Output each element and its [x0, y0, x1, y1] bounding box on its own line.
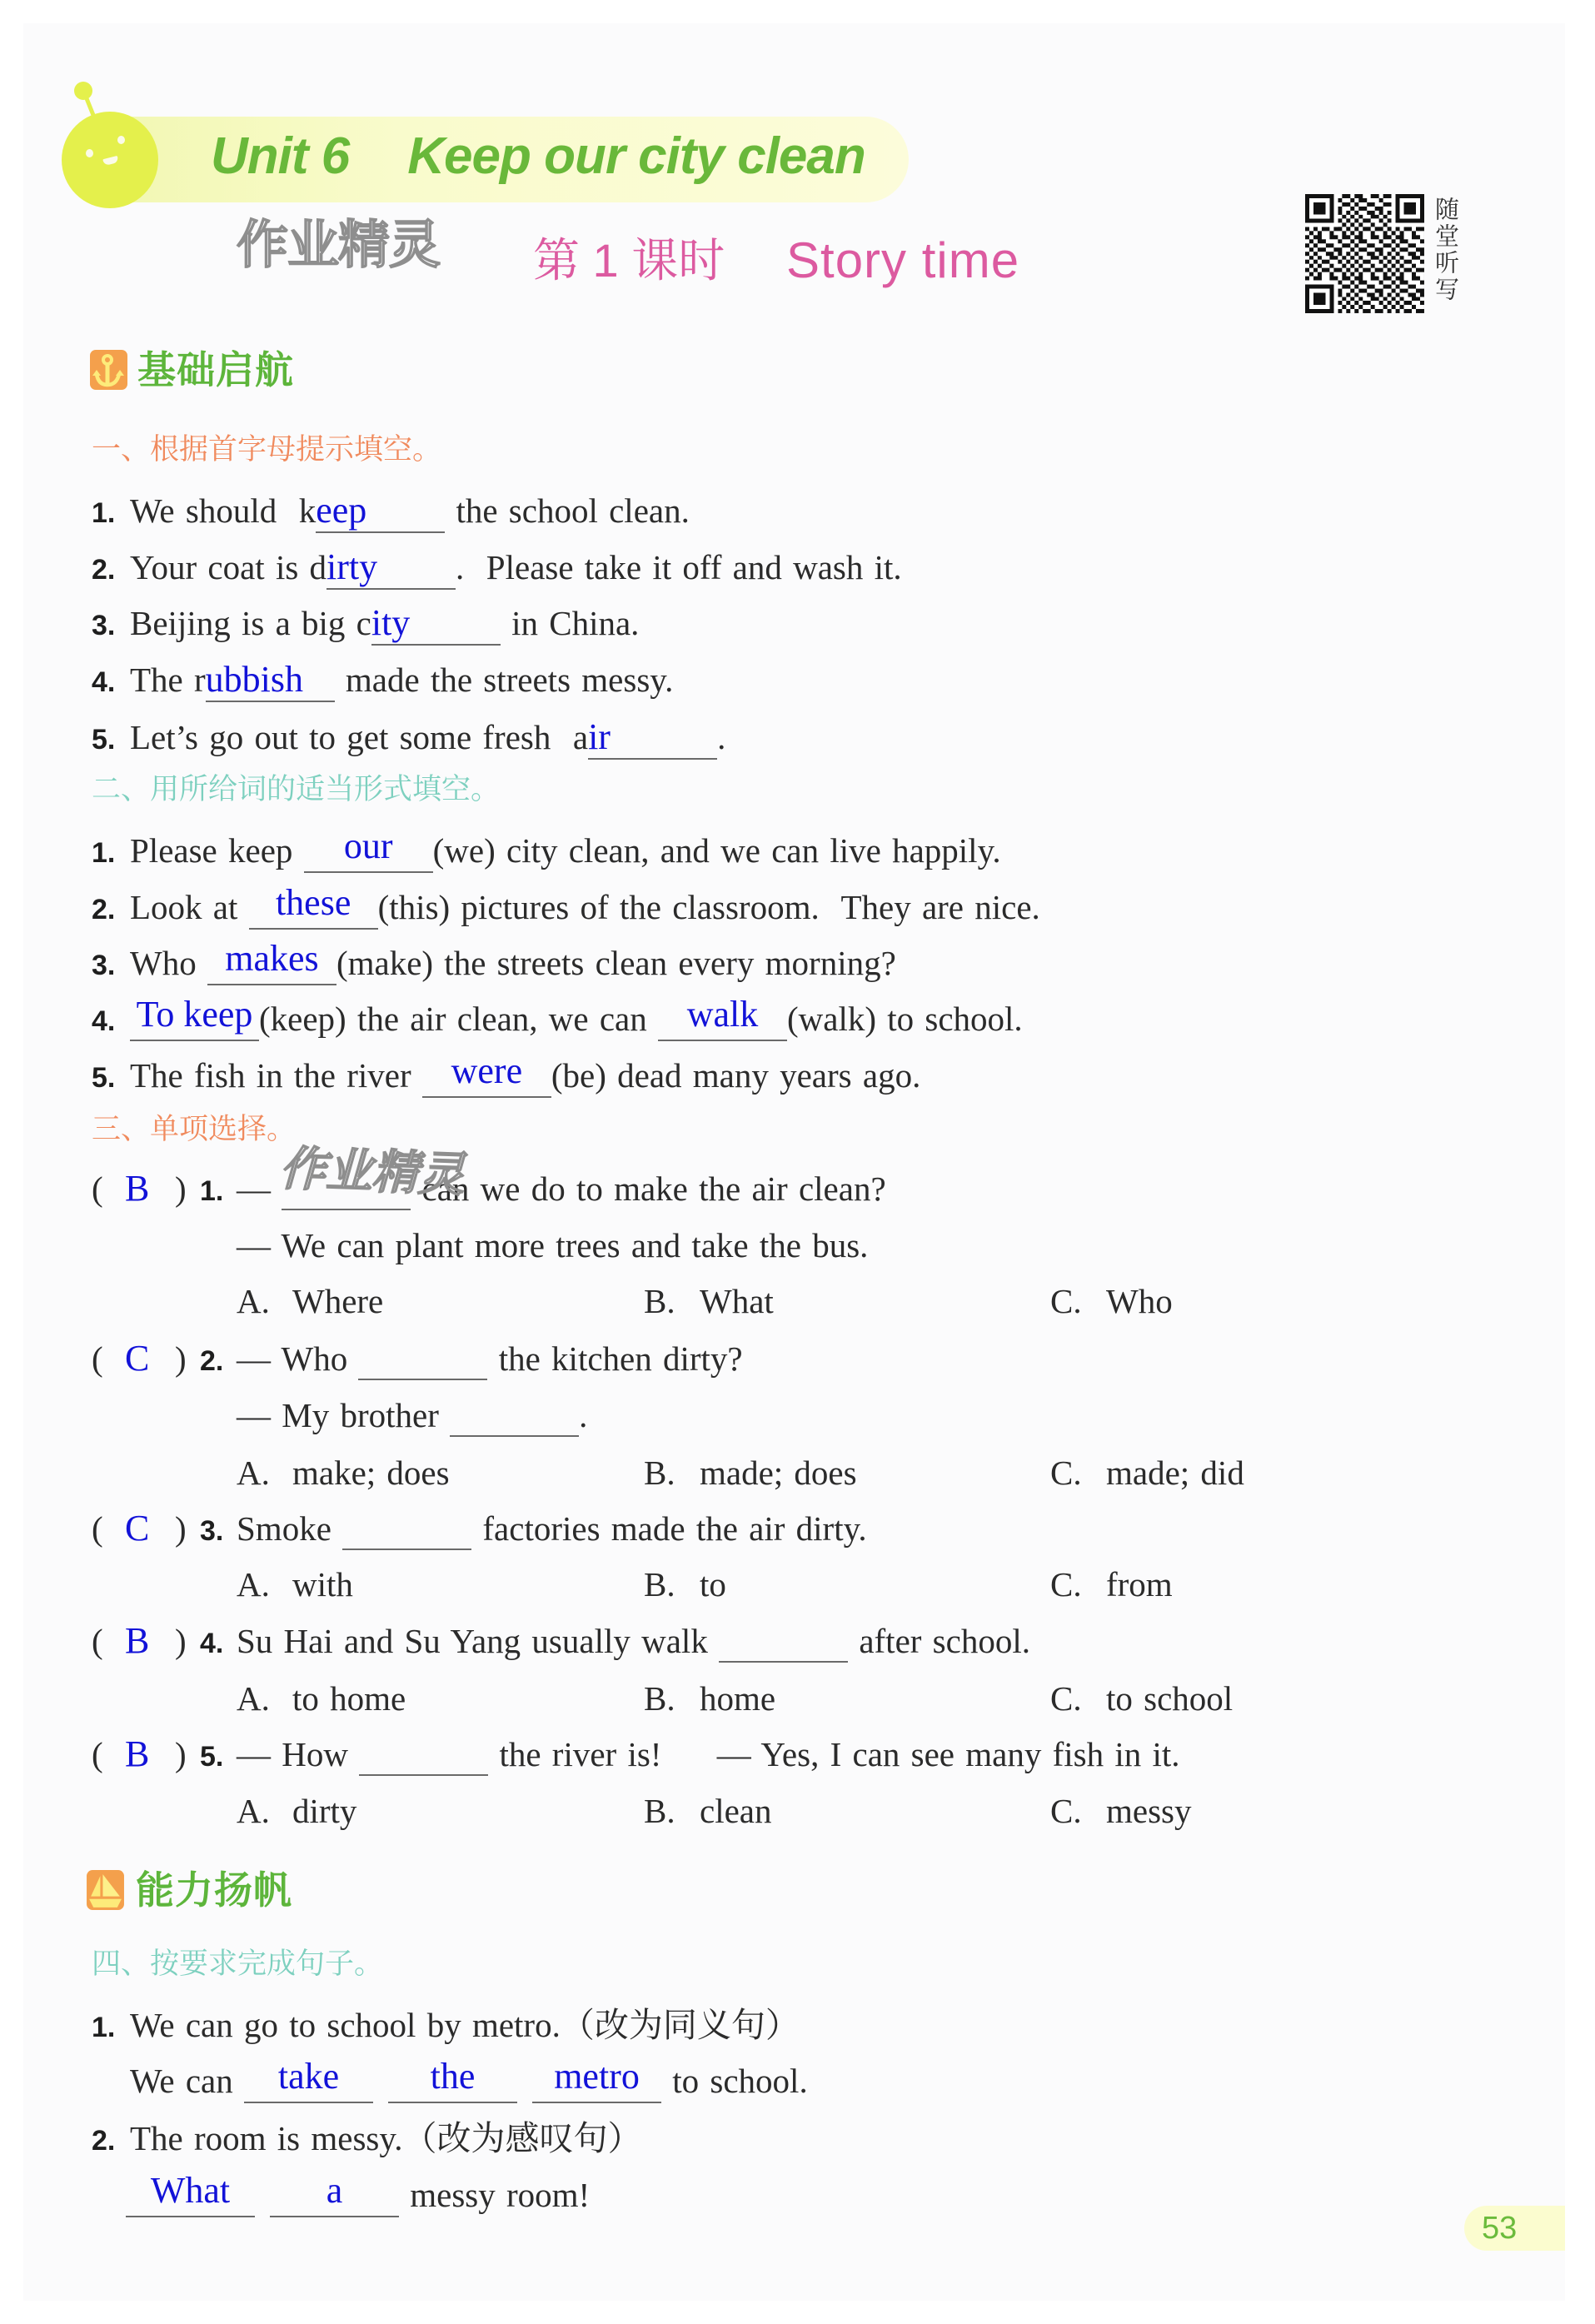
- option-text: made; did: [1106, 1454, 1244, 1492]
- question-text: the kitchen dirty?: [487, 1339, 743, 1378]
- part1-item: [92, 482, 690, 539]
- item-text: We should k: [130, 491, 317, 530]
- option-label: C.: [1050, 1282, 1082, 1320]
- item-text: made the streets messy.: [334, 661, 674, 699]
- item-text: Beijing is a big c: [130, 604, 371, 642]
- item-text: . Please take it off and wash it.: [456, 548, 902, 586]
- answer-text: ir: [588, 716, 611, 757]
- answer-blank: [422, 1050, 551, 1098]
- option-text: Where: [292, 1282, 384, 1320]
- answer-text: walk: [686, 994, 759, 1035]
- option-text: messy: [1106, 1792, 1192, 1830]
- answer-blank: [388, 2056, 517, 2103]
- answer-blank: [342, 1549, 471, 1550]
- option-b: [644, 1783, 771, 1851]
- answer-blank: [316, 492, 445, 533]
- option-label: B.: [644, 1565, 675, 1603]
- answer-blank: [130, 994, 259, 1041]
- smiley-mascot-icon: [62, 112, 158, 208]
- reply-text: — We can plant more trees and take the bus.: [237, 1226, 869, 1264]
- part2-heading: 二、用所给词的适当形式填空。: [92, 773, 501, 806]
- item-text: .: [717, 718, 726, 756]
- item-text: (make) the streets clean every morning?: [336, 944, 896, 982]
- part2-heading-row: [92, 761, 500, 818]
- item-text: in China.: [500, 604, 640, 642]
- answer-text: these: [275, 882, 351, 923]
- answer-blank: [249, 882, 378, 930]
- option-label: C.: [1050, 1679, 1082, 1718]
- option-text: What: [700, 1282, 774, 1320]
- question-text: Smoke: [237, 1509, 343, 1548]
- mcq-answer: C: [125, 1338, 150, 1379]
- item-number: 5.: [92, 724, 116, 756]
- option-label: A.: [237, 1679, 270, 1718]
- option-c: [1050, 1783, 1192, 1851]
- watermark-logo: 作业精灵: [276, 1142, 476, 1203]
- answer-paren-open: (: [92, 1169, 103, 1208]
- question-text: the river is! — Yes, I can see many fish in it.: [488, 1735, 1180, 1773]
- watermark-logo: 作业精灵: [237, 214, 441, 275]
- option-text: made; does: [700, 1454, 857, 1492]
- mcq-answer: B: [125, 1620, 150, 1661]
- part1-item: [92, 709, 725, 766]
- answer-text: eep: [316, 490, 367, 531]
- question-text: —: [237, 1169, 282, 1208]
- mcq-reply: [237, 1217, 868, 1274]
- part2-item: [92, 879, 1040, 935]
- answer-blank: [450, 1435, 579, 1437]
- item-text: (this) pictures of the classroom. They are nice.: [377, 888, 1040, 926]
- item-number: 2.: [200, 1345, 224, 1377]
- part1-item: [92, 651, 673, 708]
- option-text: make; does: [292, 1454, 450, 1492]
- section-title-ability: 能力扬帆: [136, 1868, 292, 1913]
- lesson-number: 第 1 课时: [533, 234, 725, 287]
- option-a: [237, 1783, 356, 1851]
- mcq-question: [92, 1613, 1030, 1669]
- part4-heading-row: [92, 1936, 383, 1992]
- answer-text: a: [326, 2170, 343, 2211]
- question-text: The room is messy.（改为感叹句）: [130, 2119, 642, 2157]
- unit-title: [211, 127, 865, 185]
- lesson-name: Story time: [786, 232, 1020, 288]
- item-number: 1.: [92, 2012, 116, 2043]
- answer-blank: [270, 2170, 399, 2217]
- item-number: 1.: [92, 837, 116, 869]
- option-c: [1050, 1556, 1173, 1624]
- answer-text: irty: [326, 546, 378, 587]
- option-label: C.: [1050, 1792, 1082, 1830]
- question-text: factories made the air dirty.: [471, 1509, 867, 1548]
- answer-text: ity: [371, 602, 411, 643]
- answer-blank: [126, 2170, 255, 2217]
- option-text: dirty: [292, 1792, 357, 1830]
- question-text: We can go to school by metro.（改为同义句）: [130, 2006, 800, 2044]
- item-number: 3.: [92, 950, 116, 981]
- mcq-answer: C: [125, 1508, 150, 1549]
- item-text: Look at: [130, 888, 249, 926]
- item-number: 2.: [92, 554, 116, 586]
- item-text: The fish in the river: [130, 1056, 422, 1095]
- answer-paren-open: (: [92, 1622, 103, 1660]
- option-label: A.: [237, 1282, 270, 1320]
- item-number: 4.: [92, 666, 116, 698]
- answer-text: metro: [554, 2056, 640, 2097]
- part1-item: [92, 539, 902, 596]
- option-text: from: [1106, 1565, 1173, 1603]
- answer-blank: [588, 716, 717, 760]
- item-text: Who: [130, 944, 207, 982]
- section-title-basic: 基础启航: [137, 347, 294, 392]
- part2-item: [92, 935, 896, 991]
- option-label: A.: [237, 1565, 270, 1603]
- part1-item: [92, 595, 639, 651]
- option-text: home: [700, 1679, 776, 1718]
- mcq-question: [92, 1330, 743, 1387]
- part4-answer-row: [126, 2167, 590, 2223]
- option-label: B.: [644, 1679, 675, 1718]
- anchor-icon: [90, 350, 127, 394]
- part4-answer-row: [130, 2052, 808, 2109]
- answer-blank: [206, 661, 335, 702]
- answer-text: the: [430, 2056, 476, 2097]
- answer-blank: [282, 1209, 411, 1210]
- item-text: (be) dead many years ago.: [551, 1056, 921, 1095]
- mcq-answer: B: [125, 1733, 150, 1774]
- answer-paren-open: (: [92, 1735, 103, 1773]
- part3-heading-row: [92, 1101, 296, 1158]
- option-c: [1050, 1444, 1244, 1513]
- item-number: 5.: [200, 1741, 224, 1773]
- mascot-eye: [86, 149, 93, 157]
- answer-blank: [359, 1774, 488, 1776]
- answer-paren-close: ): [175, 1735, 187, 1773]
- option-label: B.: [644, 1282, 675, 1320]
- part2-item: [92, 1047, 920, 1104]
- answer-tail-text: messy room!: [399, 2176, 591, 2214]
- item-text: Please keep: [130, 831, 304, 870]
- answer-text: To keep: [136, 994, 253, 1035]
- answer-paren-close: ): [175, 1622, 187, 1660]
- answer-text: makes: [225, 938, 319, 979]
- question-text: Su Hai and Su Yang usually walk: [237, 1622, 720, 1660]
- option-text: with: [292, 1565, 353, 1603]
- option-c: [1050, 1273, 1173, 1341]
- answer-text: What: [150, 2170, 231, 2211]
- answer-paren-close: ): [175, 1169, 187, 1208]
- item-text: the school clean.: [445, 491, 690, 530]
- answer-blank: [719, 1661, 848, 1663]
- option-text: Who: [1106, 1282, 1173, 1320]
- item-number: 1.: [92, 497, 116, 529]
- answer-blank: [658, 994, 787, 1041]
- unit-number: Unit 6: [211, 127, 350, 185]
- answer-blank: [326, 546, 456, 590]
- reply-text: .: [579, 1396, 588, 1434]
- item-number: 2.: [92, 894, 116, 925]
- page-number: 53: [1482, 2211, 1518, 2246]
- answer-text: take: [277, 2056, 340, 2097]
- option-label: C.: [1050, 1565, 1082, 1603]
- item-number: 2.: [92, 2125, 116, 2157]
- part2-item: [92, 990, 1023, 1047]
- answer-tail-text: to school.: [661, 2062, 808, 2100]
- answer-blank: [358, 1379, 487, 1380]
- item-number: 3.: [200, 1515, 224, 1547]
- item-number: 4.: [92, 1005, 116, 1037]
- part1-heading: 一、根据首字母提示填空。: [92, 433, 442, 466]
- mcq-answer: B: [125, 1168, 150, 1209]
- answer-blank: [532, 2056, 661, 2103]
- answer-text: were: [451, 1050, 523, 1091]
- sailboat-icon: [87, 1870, 124, 1914]
- answer-blank: [371, 602, 501, 646]
- mascot-eye: [117, 136, 125, 144]
- option-label: B.: [644, 1792, 675, 1830]
- item-text: Let’s go out to get some fresh a: [130, 718, 589, 756]
- mcq-question: [92, 1726, 1180, 1783]
- answer-blank: [304, 825, 433, 873]
- item-text: (keep) the air clean, we can: [259, 1000, 658, 1038]
- answer-paren-close: ): [175, 1509, 187, 1548]
- question-text: — How: [237, 1735, 360, 1773]
- mcq-question: [92, 1160, 886, 1217]
- qr-label: 随堂听写: [1432, 197, 1460, 303]
- answer-text: our: [343, 825, 393, 866]
- answer-lead-text: We can: [130, 2062, 245, 2100]
- item-number: 4.: [200, 1628, 224, 1659]
- mcq-question: [92, 1500, 867, 1557]
- question-text: — Who: [237, 1339, 359, 1378]
- unit-name: Keep our city clean: [407, 127, 865, 185]
- part4-item: [92, 2110, 641, 2167]
- option-text: to: [700, 1565, 726, 1603]
- item-number: 5.: [92, 1062, 116, 1094]
- option-text: clean: [700, 1792, 772, 1830]
- answer-text: ubbish: [205, 659, 304, 700]
- item-number: 1.: [200, 1175, 224, 1207]
- item-text: Your coat is d: [130, 548, 327, 586]
- option-text: to home: [292, 1679, 406, 1718]
- option-label: A.: [237, 1454, 270, 1492]
- option-text: to school: [1106, 1679, 1234, 1718]
- question-text: can we do to make the air clean?: [411, 1169, 886, 1208]
- option-label: B.: [644, 1454, 675, 1492]
- answer-blank: [207, 938, 336, 985]
- answer-paren-open: (: [92, 1339, 103, 1378]
- part4-item: [92, 1997, 800, 2053]
- mascot-smile: [102, 156, 118, 166]
- part3-heading: 三、单项选择。: [92, 1113, 297, 1146]
- part2-item: [92, 822, 1001, 879]
- item-number: 3.: [92, 610, 116, 641]
- answer-paren-open: (: [92, 1509, 103, 1548]
- option-label: C.: [1050, 1454, 1082, 1492]
- option-label: A.: [237, 1792, 270, 1830]
- part1-heading-row: [92, 421, 441, 478]
- mascot-antenna-ball: [74, 82, 92, 100]
- qr-code-icon: [1305, 194, 1424, 313]
- item-text: (walk) to school.: [786, 1000, 1023, 1038]
- part4-heading: 四、按要求完成句子。: [92, 1947, 384, 1981]
- reply-text: — My brother: [237, 1396, 451, 1434]
- answer-blank: [244, 2056, 373, 2103]
- mcq-reply: [237, 1387, 587, 1444]
- question-text: after school.: [848, 1622, 1030, 1660]
- answer-paren-close: ): [175, 1339, 187, 1378]
- item-text: (we) city clean, and we can live happily.: [432, 831, 1001, 870]
- qr-code-graphic: [1305, 194, 1424, 313]
- item-text: The r: [130, 661, 206, 699]
